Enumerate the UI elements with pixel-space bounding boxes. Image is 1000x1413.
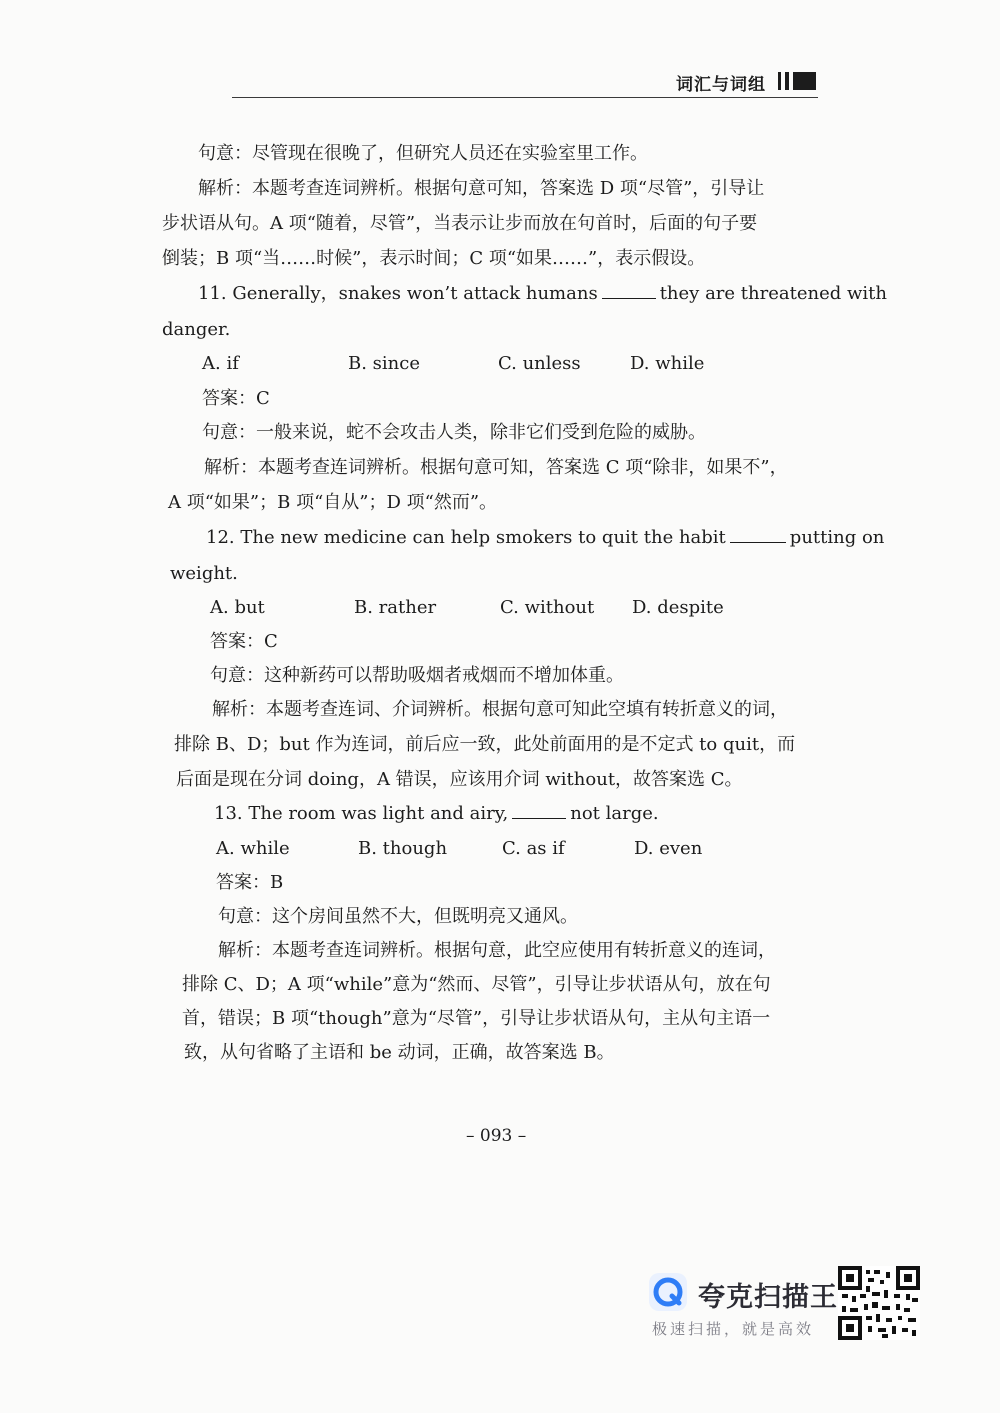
q12-stem [206,526,884,550]
q13-option-c: C. as if [502,838,565,859]
q13-option-b: B. though [358,838,448,859]
q12-blank [730,528,786,543]
q12-analysis-line-3: 后面是现在分词 doing，A 错误，应该用介词 without，故答案选 C。 [176,769,743,790]
quark-logo-icon [648,1272,688,1312]
q10-analysis-line-1: 解析：本题考查连词辨析。根据句意可知，答案选 D 项“尽管”，引导让 [198,178,765,199]
q12-stem-part-1: 12. The new medicine can help smokers to quit the habit [206,527,726,548]
q12-stem-line-2: weight. [170,563,238,584]
q13-analysis-line-4: 致，从句省略了主语和 be 动词，正确，故答案选 B。 [184,1042,615,1063]
q11-stem [198,282,887,306]
q12-analysis-line-2: 排除 B、D；but 作为连词，前后应一致，此处前面用的是不定式 to quit，而 [174,734,796,755]
q11-answer: 答案：C [202,388,270,409]
q12-option-b: B. rather [354,597,437,618]
q12-option-d: D. despite [632,597,724,618]
q11-stem-part-2: they are threatened with [659,283,887,304]
q10-meaning: 句意：尽管现在很晚了，但研究人员还在实验室里工作。 [198,143,648,164]
q13-analysis-line-2: 排除 C、D；A 项“while”意为“然而、尽管”，引导让步状语从句，放在句 [182,974,771,995]
q11-option-b: B. since [348,353,420,374]
running-header-title: 词汇与词组 [676,75,766,95]
q11-analysis-line-2: A 项“如果”；B 项“自从”；D 项“然而”。 [168,492,498,513]
q13-stem [214,802,659,826]
q13-blank [512,804,566,819]
q13-stem-part-1: 13. The room was light and airy, [214,803,509,824]
q11-blank [602,284,656,299]
header-rule [232,97,818,98]
q11-option-c: C. unless [498,353,581,374]
q11-meaning: 句意：一般来说，蛇不会攻击人类，除非它们受到危险的威胁。 [202,422,706,443]
q10-analysis-line-3: 倒装；B 项“当……时候”，表示时间；C 项“如果……”，表示假设。 [162,248,706,269]
q13-option-d: D. even [634,838,703,859]
q11-option-a: A. if [202,353,239,374]
q12-option-c: C. without [500,597,595,618]
q12-answer: 答案：C [210,631,278,652]
q13-option-a: A. while [216,838,290,859]
q12-analysis-line-1: 解析：本题考查连词、介词辨析。根据句意可知此空填有转折意义的词， [212,699,788,720]
watermark-title: 夸克扫描王 [698,1282,838,1313]
watermark-subtitle: 极速扫描，就是高效 [652,1320,815,1338]
q12-meaning: 句意：这种新药可以帮助吸烟者戒烟而不增加体重。 [210,665,624,686]
header-bars-decoration [778,70,818,92]
q12-option-a: A. but [210,597,265,618]
q12-stem-part-2: putting on [789,527,885,548]
q13-analysis-line-3: 首，错误；B 项“though”意为“尽管”，引导让步状语从句，主从句主语一 [182,1008,771,1029]
qr-code-icon [838,1266,920,1340]
q13-answer: 答案：B [216,872,284,893]
q11-stem-part-1: 11. Generally，snakes won’t attack humans [198,283,598,304]
q13-stem-part-2: not large. [570,803,659,824]
q11-option-d: D. while [630,353,705,374]
q13-meaning: 句意：这个房间虽然不大，但既明亮又通风。 [218,906,578,927]
q10-analysis-line-2: 步状语从句。A 项“随着，尽管”，当表示让步而放在句首时，后面的句子要 [162,213,758,234]
q11-stem-line-2: danger. [162,319,231,340]
page-number: – 093 – [466,1126,527,1146]
q13-analysis-line-1: 解析：本题考查连词辨析。根据句意，此空应使用有转折意义的连词， [218,940,776,961]
q11-analysis-line-1: 解析：本题考查连词辨析。根据句意可知，答案选 C 项“除非，如果不”， [204,457,788,478]
